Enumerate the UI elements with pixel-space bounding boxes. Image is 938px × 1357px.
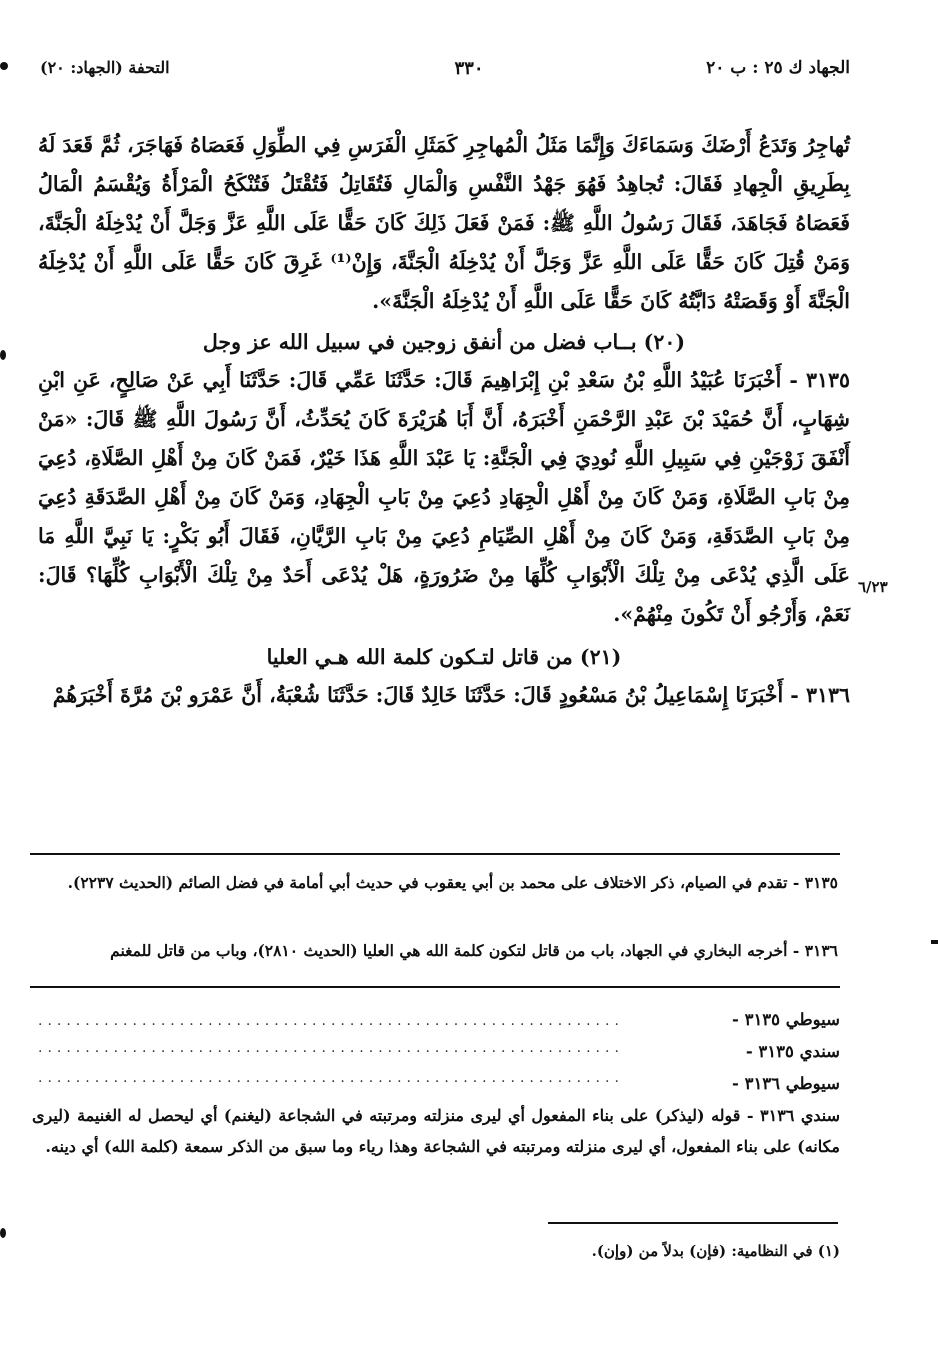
hadith-paragraph-1: تُهاجِرُ وَتَدَعُ أَرْضَكَ وَسَمَاءَكَ وَإِنَّمَا مَثَلُ الْمُهاجِرِ كَمَثَلِ الْفَرَسِ فِي الطِّوَلِ فَعَصَاهُ فَهَاجَرَ، ثُمَّ قَعَدَ لَهُ بِطَرِيقِ الْجِهادِ فَقَالَ: تُجاهِدُ فَهُوَ جَهْدُ النَّفْسِ وَالْمَالِ فَتُقَاتِلُ فَتُقْتَلُ فَتُنْكَحُ الْمَرْأَةُ وَيُقْسَمُ الْمَالُ فَعَصَاهُ فَجَاهَدَ، فَقَالَ رَسُولُ اللَّهِ ﷺ: فَمَنْ فَعَلَ ذَلِكَ كَانَ حَقًّا عَلَى اللَّهِ عَزَّ وَجَلَّ أَنْ يُدْخِلَهُ الْجَنَّةَ، وَمَنْ قُتِلَ كَانَ حَقًّا عَلَى اللَّهِ عَزَّ وَجَلَّ أَنْ يُدْخِلَهُ الْجَنَّةَ، وَإِنْ⁽¹⁾ غَرِقَ كَانَ حَقًّا عَلَى اللَّهِ أَنْ يُدْخِلَهُ الْجَنَّةَ أَوْ وَقَصَتْهُ دَابَّتُهُ كَانَ حَقًّا عَلَى اللَّهِ أَنْ يُدْخِلَهُ الْجَنَّةَ». [38, 133, 850, 313]
footnote-divider [548, 1222, 838, 1224]
scan-edge-mark [0, 350, 6, 360]
notes-divider [30, 853, 840, 855]
footnote-1: (١) في النظامية: (فإن) بدلاً من (وإن). [591, 1242, 840, 1260]
commentary-sindi-3136: سندي ٣١٣٦ - قوله (ليذكر) على بناء المفعول أي ليرى منزلته ومرتبته في الشجاعة (ليغنم) أي ليحصل له الغنيمة (ليرى مكانه) على بناء المفعول، أي ليرى منزلته ومرتبته في الشجاعة وهذا رياء وما سبق من الذكر سمعة (كلمة الله) أي دينه. [32, 1106, 840, 1156]
note-3135: ٣١٣٥ - تقدم في الصيام، ذكر الاختلاف على محمد بن أبي يعقوب في حديث أبي أمامة في فضل الصائم (الحديث ٢٢٣٧). [67, 873, 838, 892]
hadith-paragraph-3135: ٣١٣٥ - أَخْبَرَنَا عُبَيْدُ اللَّهِ بْنُ سَعْدِ بْنِ إِبْرَاهِيمَ قَالَ: حَدَّثَنَا عَمِّي قَالَ: حَدَّثَنَا أَبِي عَنْ صَالِحٍ، عَنِ ابْنِ شِهَابٍ، أَنَّ حُمَيْدَ بْنَ عَبْدِ الرَّحْمَنِ أَخْبَرَهُ، أَنَّ أَبَا هُرَيْرَةَ كَانَ يُحَدِّثُ، أَنَّ رَسُولَ اللَّهِ ﷺ قَالَ: «مَنْ أَنْفَقَ زَوْجَيْنِ فِي سَبِيلِ اللَّهِ نُودِيَ فِي الْجَنَّةِ: يَا عَبْدَ اللَّهِ هَذَا خَيْرٌ، فَمَنْ كَانَ مِنْ أَهْلِ الصَّلَاةِ، دُعِيَ مِنْ بَابِ الصَّلَاةِ، وَمَنْ كَانَ مِنْ أَهْلِ الْجِهَادِ دُعِيَ مِنْ بَابِ الْجِهَادِ، وَمَنْ كَانَ مِنْ أَهْلِ الصَّدَقَةِ دُعِيَ مِنْ بَابِ الصَّدَقَةِ، وَمَنْ كَانَ مِنْ أَهْلِ الصِّيَامِ دُعِيَ مِنْ بَابِ الرَّيَّانِ، فَقَالَ أَبُو بَكْرٍ: يَا نَبِيَّ اللَّهِ مَا عَلَى الَّذِي يُدْعَى مِنْ تِلْكَ الْأَبْوَابِ كُلِّهَا مِنْ ضَرُورَةٍ، هَلْ يُدْعَى أَحَدٌ مِنْ تِلْكَ الْأَبْوَابِ كُلِّهَا؟ قَالَ: نَعَمْ، وَأَرْجُو أَنْ تَكُونَ مِنْهُمْ». [38, 368, 850, 626]
commentary-heading-suyuti-3135: سيوطي ٣١٣٥ - [731, 1010, 840, 1029]
scan-edge-mark [0, 62, 8, 70]
dot-leader: .............................................................. [38, 1013, 624, 1029]
scan-edge-mark [0, 1228, 6, 1238]
dot-leader: .............................................................. [38, 1040, 624, 1056]
chapter-heading-20: (٢٠) بــاب فضل من أنفق زوجين في سبيل الله عز وجل [202, 330, 686, 354]
note-3136: ٣١٣٦ - أخرجه البخاري في الجهاد، باب من قاتل لتكون كلمة الله هي العليا (الحديث ٢٨١٠)، وباب من قاتل للمغنم [110, 941, 838, 960]
running-header-left: التحفة (الجهاد: ٢٠) [40, 58, 170, 77]
dot-leader: .............................................................. [38, 1070, 624, 1086]
margin-reference: ٦/٢٣ [858, 578, 888, 596]
commentary-heading-suyuti-3136: سيوطي ٣١٣٦ - [731, 1074, 840, 1093]
commentary-heading-sindi-3135: سندي ٣١٣٥ - [745, 1042, 840, 1061]
main-text [38, 126, 850, 715]
hadith-paragraph-3136: ٣١٣٦ - أَخْبَرَنَا إِسْمَاعِيلُ بْنُ مَسْعُودٍ قَالَ: حَدَّثَنَا خَالِدٌ قَالَ: حَدَّثَنَا شُعْبَةُ، أَنَّ عَمْرَو بْنَ مُرَّةَ أَخْبَرَهُمْ [52, 683, 850, 707]
scan-edge-mark [931, 940, 938, 944]
chapter-heading-21: (٢١) من قاتل لتـكون كلمة الله هـي العليا [266, 645, 622, 669]
commentary-divider [30, 986, 840, 988]
running-header-right: الجهاد ك ٢٥ : ب ٢٠ [706, 58, 850, 78]
page-number: ٣٣٠ [454, 58, 484, 79]
